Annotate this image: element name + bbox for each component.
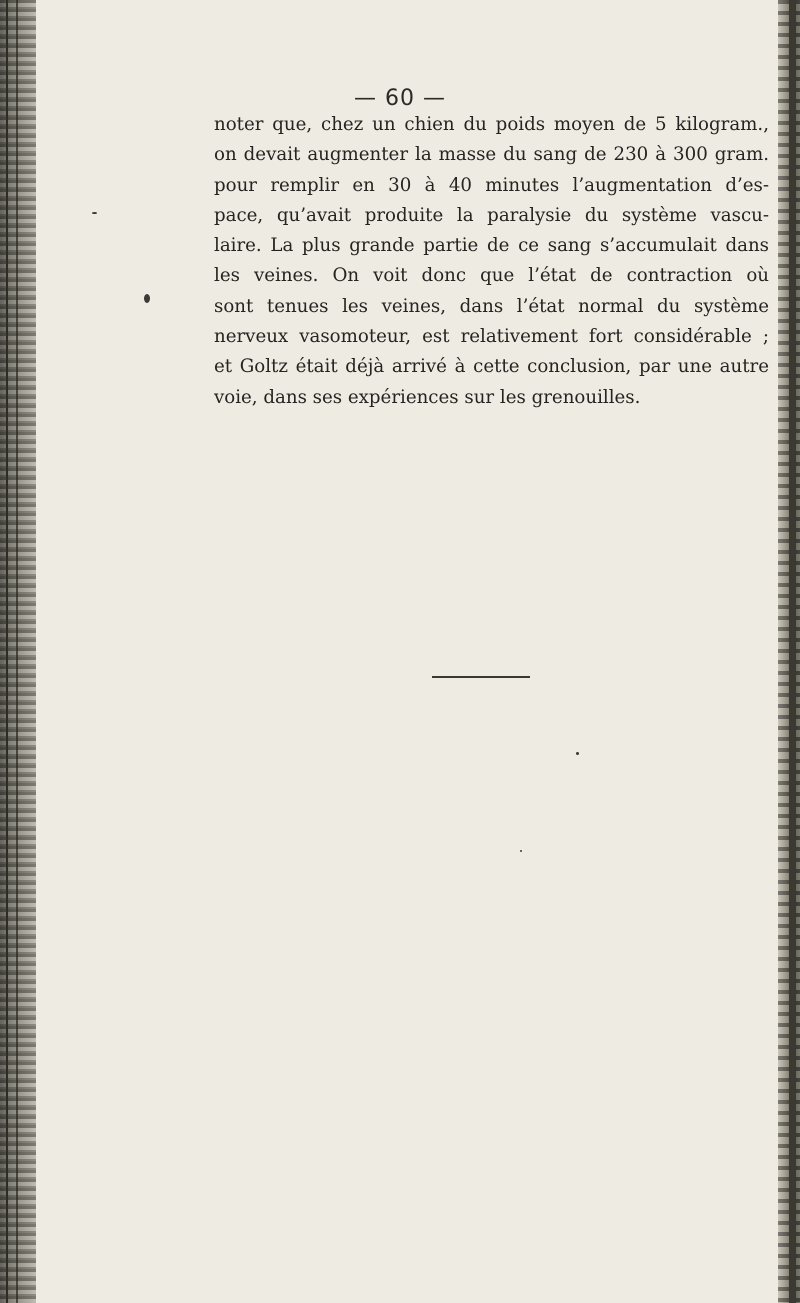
- binding-gutter: [0, 0, 36, 1303]
- text-line: voie, dans ses expériences sur les grenouilles.: [214, 386, 641, 408]
- scan-speck: [144, 294, 150, 303]
- text-line: pace, qu’avait produite la paralysie du système vascu-: [214, 204, 769, 226]
- text-line: les veines. On voit donc que l’état de contraction où: [214, 265, 769, 287]
- page-edge: [778, 0, 800, 1303]
- page-number: — 60 —: [354, 86, 446, 111]
- section-rule: [432, 676, 530, 678]
- body-paragraph: [214, 110, 769, 413]
- text-line: nerveux vasomoteur, est relativement fort considérable ;: [214, 326, 769, 348]
- text-line: on devait augmenter la masse du sang de 230 à 300 gram.: [214, 144, 769, 166]
- text-line: sont tenues les veines, dans l’état normal du système: [214, 295, 769, 317]
- text-line: et Goltz était déjà arrivé à cette conclusion, par une autre: [214, 356, 769, 378]
- scan-speck: [92, 212, 97, 214]
- scan-speck: [576, 752, 579, 755]
- text-line: pour remplir en 30 à 40 minutes l’augmentation d’es-: [214, 174, 769, 196]
- text-line: noter que, chez un chien du poids moyen de 5 kilogram.,: [214, 114, 769, 135]
- scan-speck: [520, 850, 522, 852]
- text-line: laire. La plus grande partie de ce sang s’accumulait dans: [214, 235, 769, 257]
